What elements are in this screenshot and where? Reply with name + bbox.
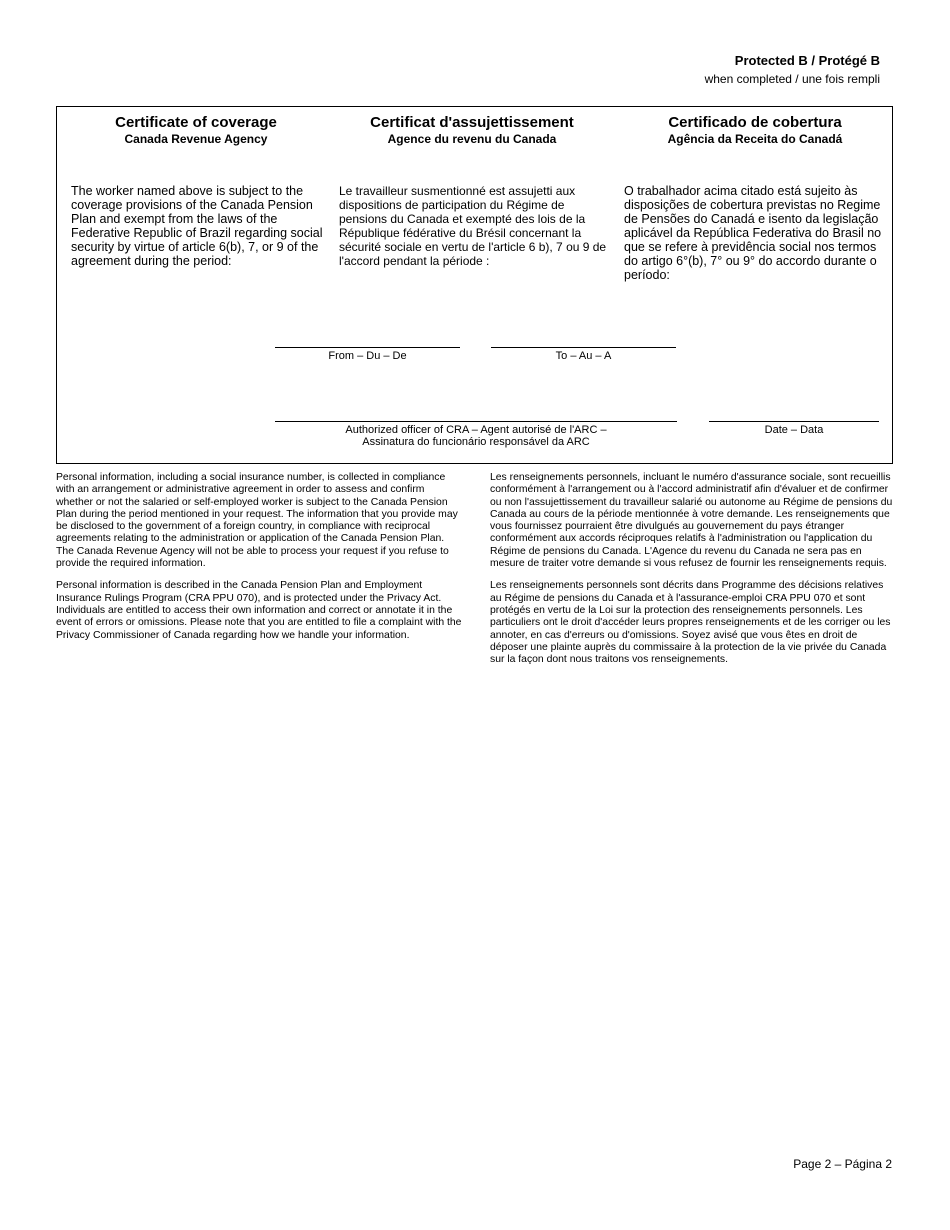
privacy-notice-french [490, 472, 896, 676]
authorized-officer-signature-field[interactable] [275, 421, 677, 422]
authorized-officer-label [275, 424, 677, 448]
signature-date-field[interactable] [709, 421, 879, 422]
agency-name-portuguese: Agência da Receita do Canadá [667, 132, 843, 146]
certificate-heading-portuguese [622, 114, 888, 147]
privacy-paragraph: Personal information is described in the Canada Pension Plan and Employment Insurance Rulings Program (CRA PPU 070), and is protected under the Privacy Act. Individuals are entitled to access their own information and correct or annotate it in the event of errors or omissions. Please note that you are entitled to file a complaint with the Privacy Commissioner of Canada regarding how we handle your information. [56, 580, 462, 641]
agency-name-english: Canada Revenue Agency [124, 132, 268, 146]
to-date-label: To – Au – A [555, 350, 612, 362]
agency-name-french: Agence du revenu du Canada [387, 132, 557, 146]
page-number: Page 2 – Página 2 [793, 1157, 892, 1171]
privacy-paragraph: Personal information, including a social insurance number, is collected in compliance with an arrangement or administrative agreement in order to assess and confirm whether or not the salaried or self-employed worker is subject to the Canada Pension Plan during the period mentioned in your request. The information that you provide may be disclosed to the government of a foreign country, in compliance with reciprocal agreements relating to the administration or application of the Canada Pension Plan. The Canada Revenue Agency will not be able to process your request if you refuse to provide the required information. [56, 472, 458, 570]
certificate-title-portuguese: Certificado de cobertura [668, 114, 842, 131]
certificate-title-english: Certificate of coverage [115, 114, 277, 131]
coverage-statement-portuguese: O trabalhador acima citado está sujeito às disposições de cobertura previstas no Regime de Pensões do Canadá e isento da legislação aplicável da República Federativa do Brasil no que se refere à previdência social nos termos do artigo 6°(b), 7° ou 9° do accordo durante o período: [624, 184, 882, 282]
authorized-officer-label-line-1: Authorized officer of CRA – Agent autorisé de l'ARC – [345, 424, 607, 436]
protected-label: Protected B / Protégé B [734, 53, 880, 68]
coverage-statement-english: The worker named above is subject to the coverage provisions of the Canada Pension Plan and exempt from the laws of the Federative Republic of Brazil regarding social security by virtue of article 6(b), 7, or 9 of the agreement during the period: [71, 184, 323, 268]
protected-note: when completed / une fois rempli [704, 72, 880, 86]
to-date-field[interactable] [491, 347, 676, 348]
authorized-officer-label-line-2: Assinatura do funcionário responsável da ARC [362, 436, 590, 448]
from-date-label: From – Du – De [328, 350, 407, 362]
privacy-paragraph: Les renseignements personnels sont décrits dans Programme des décisions relatives au Régime de pensions du Canada et à l'assurance-emploi CRA PPU 070 et sont protégés en vertu de la Loi sur la protection des renseignements personnels. Les particuliers ont le droit d'accéder leurs propres renseignements et de les corriger ou les annoter, en cas d'erreurs ou d'omissions. Soyez avisé que vous êtes en droit de déposer une plainte auprès du commissaire à la protection de la vie privée du Canada sur la façon dont nous traitons vos renseignements. [490, 580, 891, 666]
certificate-title-french: Certificat d'assujettissement [370, 114, 574, 131]
signature-date-label: Date – Data [764, 424, 824, 436]
privacy-notice-english [56, 472, 464, 652]
certificate-heading-english [77, 114, 315, 147]
coverage-statement-french: Le travailleur susmentionné est assujetti aux dispositions de participation du Régime de pensions du Canada et exempté des lois de la République fédérative du Brésil concernant la sécurité sociale en vertu de l'article 6 b), 7 ou 9 de l'accord pendant la période : [339, 184, 607, 268]
privacy-paragraph: Les renseignements personnels, incluant le numéro d'assurance sociale, sont recueillis conformément à l'arrangement ou à l'accord administratif afin d'évaluer et de confirmer ou non l'assujettissement du travailleur salarié ou autonome au Régime de pensions du Canada au cours de la période mentionnée à votre demande. Les renseignements que vous fournissez pourraient être divulgués au gouvernement du pays étranger conformément aux accords réciproques relatifs à l'administration ou l'application du Régime de pensions du Canada. L'Agence du revenu du Canada ne sera pas en mesure de traiter votre demande si vous refusez de fournir les renseignements requis. [490, 472, 893, 570]
from-date-field[interactable] [275, 347, 460, 348]
certificate-heading-french [342, 114, 602, 147]
certificate-of-coverage-box [56, 106, 893, 464]
protected-classification [705, 53, 880, 87]
